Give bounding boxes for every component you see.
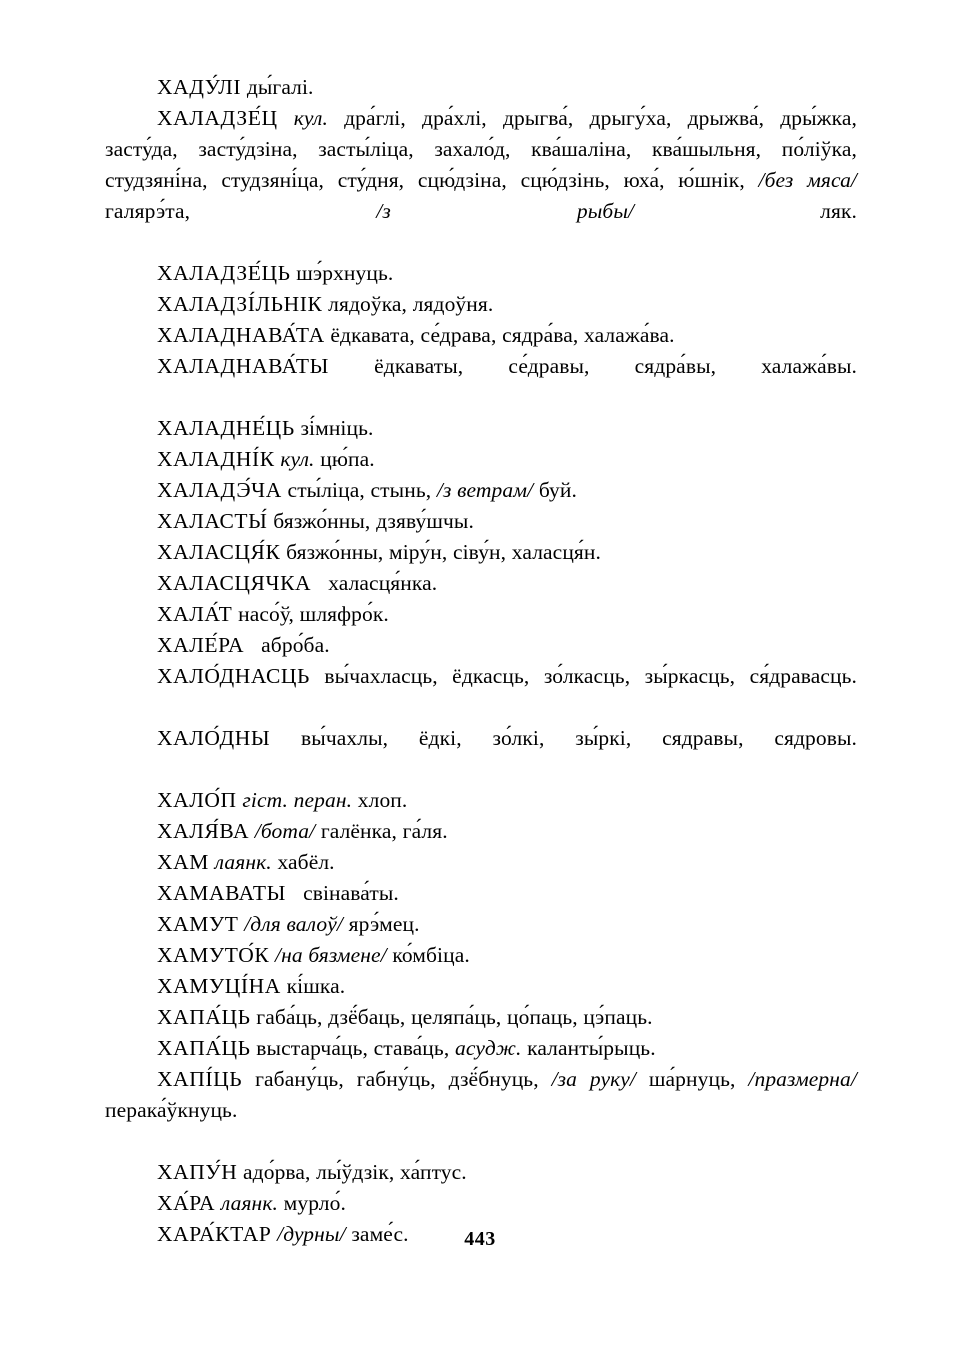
entry-headword: ХАЛЯ́ВА xyxy=(157,819,250,843)
entry-body: бязжо́нны, дзяву́шчы. xyxy=(273,509,474,533)
entry-headword: ХАЛАДНАВА́ТА xyxy=(157,323,325,347)
entry-body: халасця́нка. xyxy=(328,571,438,595)
entry-label: кул. xyxy=(293,106,328,130)
dictionary-entry xyxy=(105,785,857,816)
dictionary-entry xyxy=(105,444,857,475)
entry-headword: ХАМАВАТЫ xyxy=(157,881,287,905)
entry-body: /на бязмене/ ко́мбіца. xyxy=(275,943,470,967)
entry-headword: ХАЛАДЗІ́ЛЬНІК xyxy=(157,292,323,316)
entry-headword: ХАЛАДНАВА́ТЫ xyxy=(157,354,329,378)
entry-body: цю́па. xyxy=(320,447,375,471)
dictionary-entry xyxy=(105,878,857,909)
entry-headword: ХАЛАДЗЕ́Ц xyxy=(157,106,278,130)
dictionary-entry xyxy=(105,723,857,785)
entry-headword: ХАПІ́ЦЬ xyxy=(157,1067,243,1091)
entry-body: бязжо́нны, міру́н, сіву́н, халасця́н. xyxy=(286,540,601,564)
entry-label: лаянк. xyxy=(220,1191,278,1215)
dictionary-entry xyxy=(105,320,857,351)
entry-headword: ХАЛАДНЕ́ЦЬ xyxy=(157,416,295,440)
entry-headword: ХАМ xyxy=(157,850,209,874)
entry-headword: ХАЛАДЭ́ЧА xyxy=(157,478,282,502)
entry-headword: ХАПУ́Н xyxy=(157,1160,238,1184)
entry-body: абро́ба. xyxy=(261,633,330,657)
dictionary-entry xyxy=(105,537,857,568)
dictionary-entry xyxy=(105,351,857,413)
entry-body: /для валоў/ ярэ́мец. xyxy=(244,912,420,936)
dictionary-entry xyxy=(105,661,857,723)
dictionary-entry xyxy=(105,1033,857,1064)
page-number: 443 xyxy=(464,1228,496,1250)
dictionary-entry xyxy=(105,816,857,847)
dictionary-entry xyxy=(105,847,857,878)
entry-headword: ХАЛАСЦЯ́К xyxy=(157,540,281,564)
dictionary-entry xyxy=(105,103,857,258)
dictionary-entry xyxy=(105,599,857,630)
entry-column xyxy=(105,72,857,1250)
dictionary-entry xyxy=(105,1064,857,1157)
entry-headword: ХАЛО́ДНАСЦЬ xyxy=(157,664,310,688)
entry-headword: ХАПА́ЦЬ xyxy=(157,1005,251,1029)
entry-headword: ХАРА́КТАР xyxy=(157,1222,272,1246)
dictionary-entry xyxy=(105,413,857,444)
dictionary-entry xyxy=(105,568,857,599)
entry-headword: ХАЛО́П xyxy=(157,788,237,812)
entry-headword: ХАЛО́ДНЫ xyxy=(157,726,271,750)
dictionary-entry xyxy=(105,289,857,320)
entry-body: габану́ць, габну́ць, дзё́бнуць, /за руку/ ша́рнуць, /празмерна/ перака́ўкнуць. xyxy=(105,1067,857,1122)
entry-body: шэ́рхнуць. xyxy=(296,261,394,285)
entry-body: ёдкавата, се́драва, сядра́ва, халажа́ва. xyxy=(330,323,675,347)
dictionary-entry xyxy=(105,1002,857,1033)
entry-headword: ХАПА́ЦЬ xyxy=(157,1036,251,1060)
entry-body: хлоп. xyxy=(357,788,408,812)
entry-body: ёдкаваты, се́дравы, сядра́вы, халажа́вы. xyxy=(374,354,857,378)
entry-headword: ХАЛЕ́РА xyxy=(157,633,245,657)
dictionary-entry xyxy=(105,258,857,289)
entry-headword: ХАДУ́ЛІ xyxy=(157,75,242,99)
dictionary-entry xyxy=(105,940,857,971)
dictionary-entry xyxy=(105,971,857,1002)
entry-headword: ХАЛАСТЫ́ xyxy=(157,509,268,533)
entry-body: кі́шка. xyxy=(286,974,346,998)
dictionary-entry xyxy=(105,1157,857,1188)
dictionary-entry xyxy=(105,909,857,940)
entry-headword: ХАЛАДНІ́К xyxy=(157,447,275,471)
entry-body: /дурны/ заме́с. xyxy=(277,1222,409,1246)
dictionary-entry xyxy=(105,475,857,506)
entry-body: адо́рва, лы́ўдзік, ха́птус. xyxy=(243,1160,467,1184)
dictionary-entry xyxy=(105,1188,857,1219)
entry-body: зі́мніць. xyxy=(300,416,374,440)
entry-headword: ХАЛА́Т xyxy=(157,602,233,626)
entry-label: кул. xyxy=(280,447,315,471)
entry-headword: ХАМУЦІ́НА xyxy=(157,974,281,998)
entry-headword: ХАМУТ xyxy=(157,912,239,936)
entry-label: гіст. перан. xyxy=(242,788,353,812)
entry-body: /бота/ галёнка, га́ля. xyxy=(254,819,448,843)
dictionary-entry xyxy=(105,506,857,537)
entry-body: мурло́. xyxy=(283,1191,346,1215)
entry-headword: ХАМУТО́К xyxy=(157,943,270,967)
entry-body: дра́глі, дра́хлі, дрыгва́, дрыгу́ха, дрыжва́, дры́жка, засту́да, засту́дзіна, засты́ліца, захало́д, ква́шаліна, ква́шыльня, по́ліўка, студзяні́на, студзяні́ца, сту́дня, сцю́дзіна, сцю́дзінь, юха́, ю́шнік, /без мяса/ галярэ́та, /з рыбы/ ляк. xyxy=(105,106,858,223)
entry-body: ды́галі. xyxy=(246,75,314,99)
dictionary-entry xyxy=(105,630,857,661)
entry-headword: ХА́РА xyxy=(157,1191,216,1215)
entry-body: вы́чахласць, ёдкасць, зо́лкасць, зы́ркасць, ся́дравасць. xyxy=(324,664,857,688)
entry-headword: ХАЛАСЦЯЧКА xyxy=(157,571,312,595)
entry-body: габа́ць, дзё́баць, целяпа́ць, цо́паць, цэ́паць. xyxy=(256,1005,653,1029)
entry-body: выстарча́ць, става́ць, асудж. каланты́рыць. xyxy=(256,1036,656,1060)
entry-body: хабёл. xyxy=(277,850,335,874)
entry-body: свінава́ты. xyxy=(303,881,399,905)
entry-body: лядоўка, лядоўня. xyxy=(328,292,494,316)
entry-body: насо́ў, шляфро́к. xyxy=(238,602,389,626)
entry-body: сты́ліца, стынь, /з ветрам/ буй. xyxy=(287,478,577,502)
entry-label: лаянк. xyxy=(214,850,272,874)
entry-headword: ХАЛАДЗЕ́ЦЬ xyxy=(157,261,291,285)
dictionary-entry xyxy=(105,72,857,103)
entry-body: вы́чахлы, ёдкі, зо́лкі, зы́ркі, сядравы, сядровы. xyxy=(301,726,857,750)
